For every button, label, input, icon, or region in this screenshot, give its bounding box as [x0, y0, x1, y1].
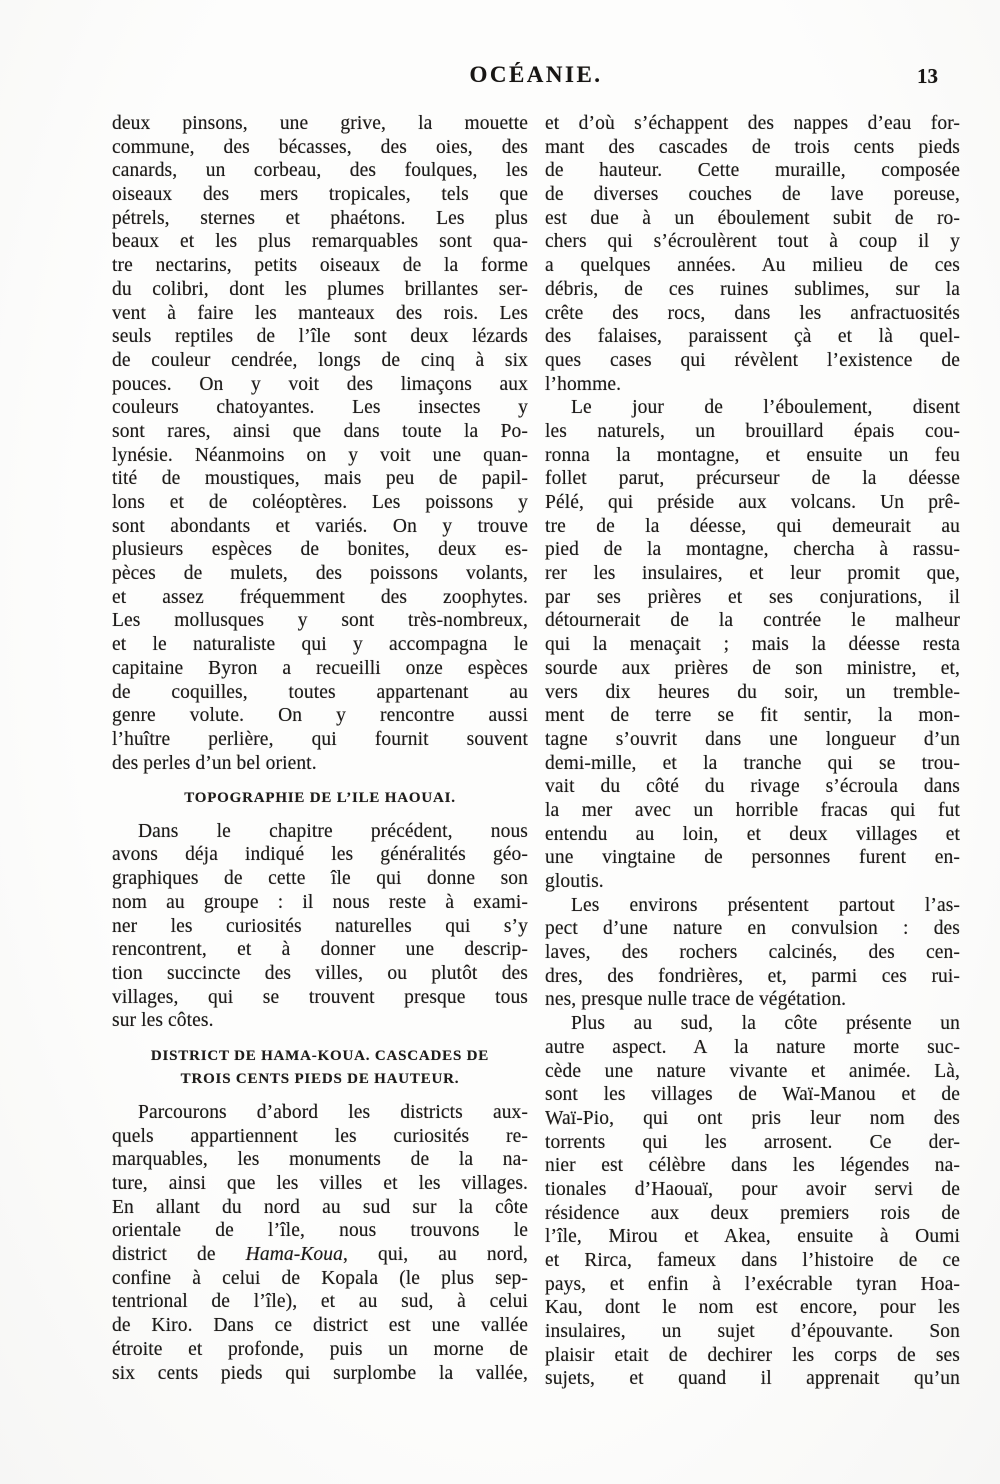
text-line: de diverses couches de lave poreuse, [545, 184, 960, 206]
text-line: plusieurs espèces de bonites, deux es- [112, 539, 528, 561]
text-line: Kau, dont le nom est encore, pour les [545, 1297, 960, 1319]
text-line: de hauteur. Cette muraille, composée [545, 160, 960, 182]
text-block [112, 62, 960, 1391]
text-line: chers qui s’écroulèrent tout à coup il y [545, 231, 960, 253]
text-line: entendu au loin, et deux villages et [545, 823, 960, 845]
text-line: district de Hama-Koua, qui, au nord, [112, 1244, 528, 1266]
text-line: qui la menaçait ; mais la déesse resta [545, 634, 960, 656]
text-line: pèces de mulets, des poissons volants, [112, 563, 528, 585]
text-line: laves, des rochers calcinés, des cen- [545, 942, 960, 964]
text-line: pect d’une nature en convulsion : des [545, 918, 960, 940]
text-line: pétrels, sternes et phaétons. Les plus [112, 207, 528, 229]
text-line: Plus au sud, la côte présente un [571, 1013, 960, 1035]
text-line: sourde aux prières de son ministre, et, [545, 657, 960, 679]
text-line: ques cases qui révèlent l’existence de [545, 349, 960, 371]
text-line: de coquilles, toutes appartenant au [112, 681, 528, 703]
text-line: Les environs présentent partout l’as- [571, 894, 960, 916]
text-line: et assez fréquemment des zoophytes. [112, 586, 528, 608]
text-line: ner les curiosités naturelles qui s’y [112, 915, 528, 937]
paragraph [112, 112, 528, 775]
text-line: du colibri, dont les plumes brillantes ser- [112, 278, 528, 300]
paragraph [545, 894, 960, 1012]
text-line: des falaises, paraissent çà et là quel- [545, 326, 960, 348]
paragraph [545, 1012, 960, 1391]
text-line: oiseaux des mers tropicales, tels que [112, 184, 528, 206]
text-line: mant des cascades de trois cents pieds [545, 136, 960, 158]
section-heading [112, 787, 528, 811]
text-line: vait du côté du rivage s’écroula dans [545, 776, 960, 798]
paragraph [545, 396, 960, 893]
text-line: crête des rocs, dans les anfractuosités [545, 302, 960, 324]
text-line: tité de moustiques, mais peu de papil- [112, 468, 528, 490]
text-line: torrents qui les arrosent. Ce der- [545, 1131, 960, 1153]
text-line: couleurs chatoyantes. Les insectes y [112, 397, 528, 419]
text-line: nier est célèbre dans les légendes na- [545, 1155, 960, 1177]
heading-line: TROIS CENTS PIEDS DE HAUTEUR. [180, 1071, 460, 1088]
right-column [545, 112, 960, 1391]
text-line: Parcourons d’abord les districts aux- [138, 1101, 528, 1123]
text-line: confine à celui de Kopala (le plus sep- [112, 1267, 528, 1289]
text-line: ture, ainsi que les villes et les villages. [112, 1173, 528, 1194]
text-line: canards, un corbeau, des foulques, les [112, 160, 528, 182]
text-line: ronna la montagne, et ensuite un feu [545, 444, 960, 466]
text-line: une vingtaine de personnes furent en- [545, 847, 960, 869]
text-line: et d’où s’échappent des nappes d’eau for- [545, 113, 960, 134]
text-line: et Rirca, fameux dans l’histoire de ce [545, 1250, 960, 1271]
text-line: la mer avec un horrible fracas qui fut [545, 799, 960, 821]
text-line: et le naturaliste qui y accompagna le [112, 634, 528, 656]
text-line: débris, de ces ruines sublimes, sur la [545, 278, 960, 300]
text-line: Pélé, qui préside aux volcans. Un prê- [545, 492, 960, 513]
text-line: a quelques années. Au milieu de ces [545, 255, 960, 277]
text-line: Dans le chapitre précédent, nous [138, 820, 528, 842]
text-line: l’homme. [545, 373, 622, 395]
text-line: sont rares, ainsi que dans toute la Po- [112, 420, 528, 442]
left-column [112, 112, 528, 1391]
text-line: l’île, Mirou et Akea, ensuite à Oumi [545, 1226, 960, 1248]
text-line: cède une nature vivante et animée. Là, [545, 1060, 960, 1082]
text-line: nes, presque nulle trace de végétation. [545, 989, 847, 1011]
text-line: Le jour de l’éboulement, disent [571, 397, 960, 419]
text-line: quels appartiennent les curiosités re- [112, 1125, 528, 1147]
text-line: tionales d’Haouaï, pour avoir servi de [545, 1178, 960, 1200]
text-line: pouces. On y voit des limaçons aux [112, 373, 528, 395]
text-line: étroite et profonde, puis un morne de [112, 1338, 528, 1360]
paragraph [112, 820, 528, 1033]
text-line: lynésie. Néanmoins on y voit une quan- [112, 444, 528, 466]
running-title: OCÉANIE. [469, 62, 603, 87]
text-line: sur les côtes. [112, 1010, 214, 1032]
text-line: rencontrent, et à donner une descrip- [112, 939, 528, 961]
text-line: lons et de coléoptères. Les poissons y [112, 492, 528, 513]
text-line: commune, des bécasses, des oies, des [112, 136, 528, 158]
text-line: orientale de l’île, nous trouvons le [112, 1220, 528, 1242]
text-line: six cents pieds qui surplombe la vallée, [112, 1362, 528, 1384]
text-line: tre de la déesse, qui demeurait au [545, 515, 960, 537]
heading-line: TOPOGRAPHIE DE L’ILE HAOUAI. [184, 790, 456, 807]
paragraph [545, 112, 960, 396]
text-line: nom au groupe : il nous reste à exami- [112, 891, 528, 913]
text-line: capitaine Byron a recueilli onze espèces [112, 657, 528, 679]
page-header [112, 62, 960, 96]
text-line: sont abondants et variés. On y trouve [112, 515, 528, 537]
text-line: Waï-Pio, qui ont pris leur nom des [545, 1107, 960, 1129]
text-line: deux pinsons, une grive, la mouette [112, 113, 528, 134]
paragraph [112, 1101, 528, 1385]
page-number: 13 [917, 64, 938, 88]
text-line: avons déja indiqué les généralités géo- [112, 844, 528, 866]
text-line: En allant du nord au sud sur la côte [112, 1196, 528, 1218]
text-line: genre volute. On y rencontre aussi [112, 705, 528, 727]
text-line: tion succincte des villes, ou plutôt des [112, 962, 528, 984]
text-line: gloutis. [545, 871, 604, 892]
text-line: est due à un éboulement subit de ro- [545, 207, 960, 229]
text-line: beaux et les plus remarquables sont qua- [112, 231, 528, 253]
text-line: des perles d’un bel orient. [112, 752, 317, 774]
text-line: dres, des fondrières, et, parmi ces rui- [545, 965, 960, 987]
text-line: par ses prières et ses conjurations, il [545, 586, 960, 608]
text-line: sujets, et quand il apprenait qu’un [545, 1368, 960, 1390]
two-column-layout [112, 112, 960, 1391]
section-heading [112, 1045, 528, 1092]
text-line: demi-mille, et la tranche qui se trou- [545, 752, 960, 774]
text-line: pied de la montagne, chercha à rassu- [545, 539, 960, 561]
text-line: pays, et enfin à l’exécrable tyran Hoa- [545, 1273, 960, 1295]
text-line: les naturels, un brouillard épais cou- [545, 420, 960, 442]
text-line: tentrional de l’île), et au sud, à celui [112, 1291, 528, 1313]
text-line: graphiques de cette île qui donne son [112, 868, 528, 890]
text-line: insulaires, un sujet d’épouvante. Son [545, 1321, 960, 1343]
text-line: follet parut, précurseur de la déesse [545, 468, 960, 490]
text-line: seuls reptiles de l’île sont deux lézards [112, 326, 528, 348]
text-line: rer les insulaires, et leur promit que, [545, 563, 960, 585]
text-line: autre aspect. A la nature morte suc- [545, 1036, 960, 1058]
text-line: de Kiro. Dans ce district est une vallée [112, 1315, 528, 1337]
text-line: détournerait de la contrée le malheur [545, 610, 960, 632]
text-line: tre nectarins, petits oiseaux de la forme [112, 255, 528, 277]
text-line: plaisir etait de dechirer les corps de ses [545, 1344, 960, 1366]
heading-line: DISTRICT DE HAMA-KOUA. CASCADES DE [150, 1047, 490, 1064]
text-line: vent à faire les manteaux des rois. Les [112, 302, 528, 324]
text-line: marquables, les monuments de la na- [112, 1149, 528, 1171]
text-line: villages, qui se trouvent presque tous [112, 986, 528, 1008]
text-line: Les mollusques y sont très-nombreux, [112, 610, 528, 632]
text-line: ment de terre se fit sentir, la mon- [545, 705, 960, 727]
text-line: de couleur cendrée, longs de cinq à six [112, 349, 528, 371]
text-line: résidence aux deux premiers rois de [545, 1202, 960, 1224]
text-line: l’huître perlière, qui fournit souvent [112, 728, 528, 750]
text-line: sont les villages de Waï-Manou et de [545, 1084, 960, 1106]
text-line: vers dix heures du soir, un tremble- [545, 681, 960, 703]
text-line: tagne s’ouvrit dans une longueur d’un [545, 728, 960, 750]
